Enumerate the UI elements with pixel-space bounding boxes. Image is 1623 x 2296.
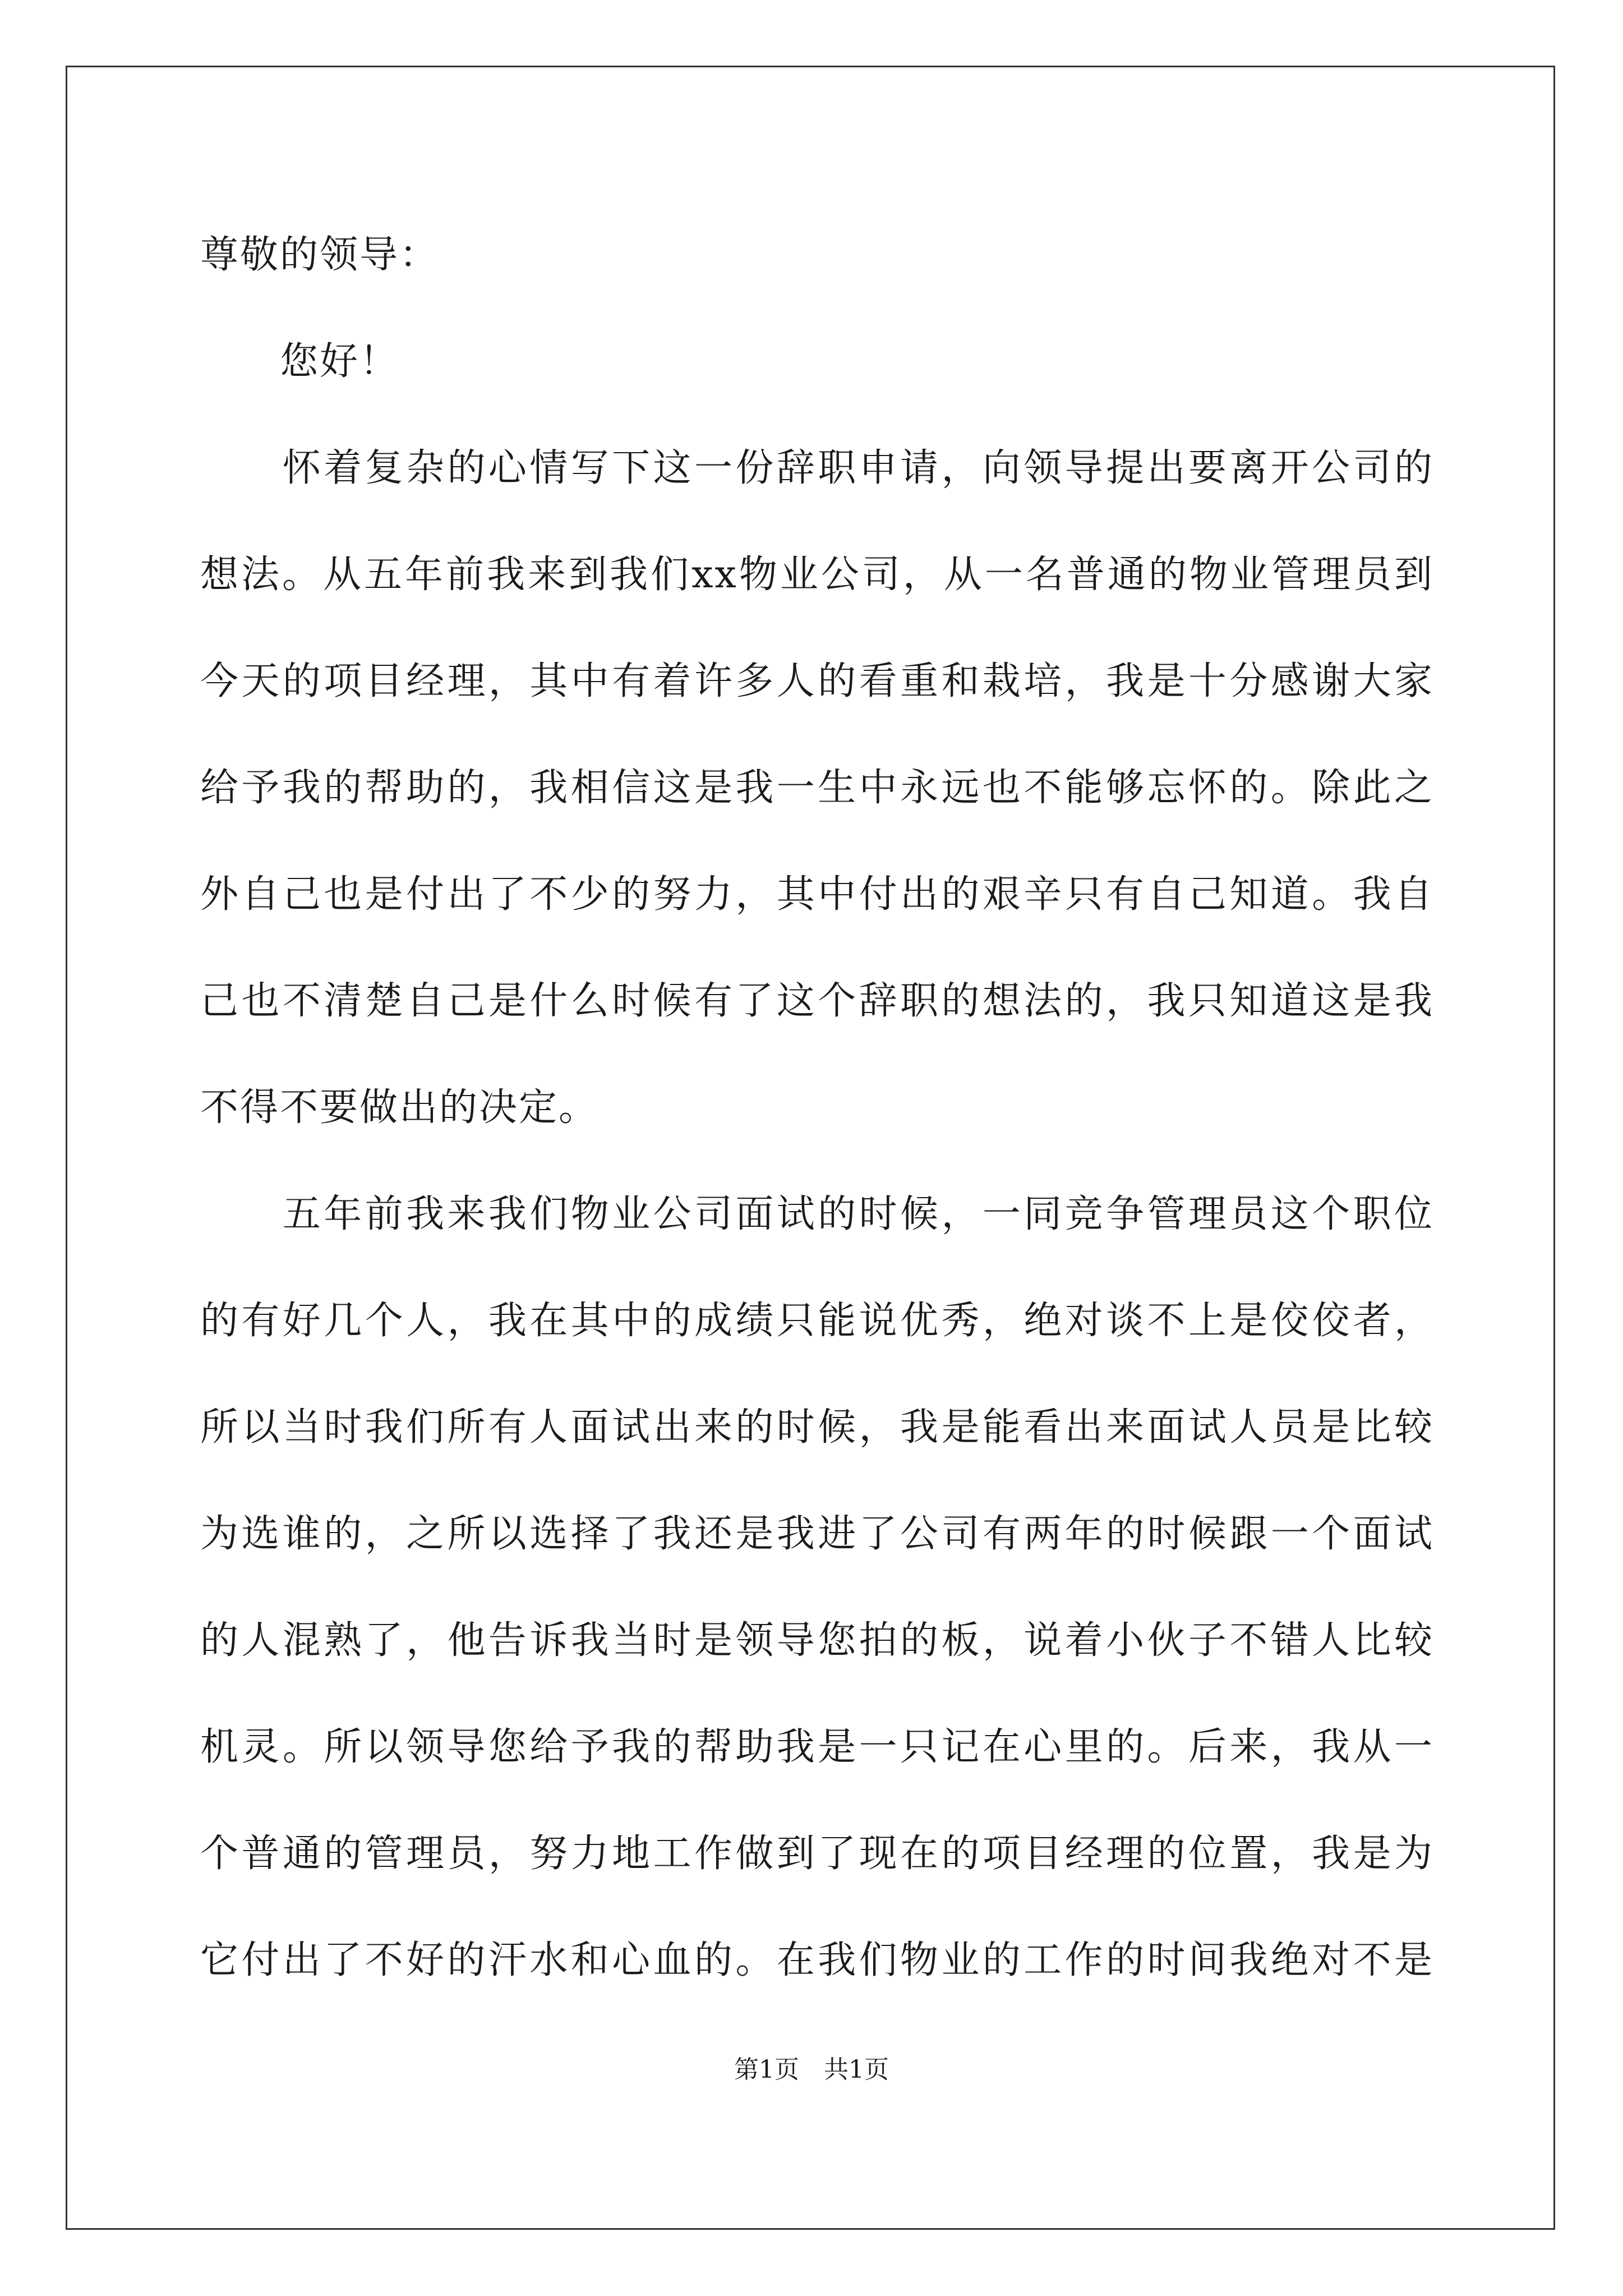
- body-line: 外自己也是付出了不少的努力，其中付出的艰辛只有自己知道。我自: [200, 872, 1434, 917]
- salutation-line: 尊敬的领导：: [200, 233, 440, 277]
- body-line: 的有好几个人，我在其中的成绩只能说优秀，绝对谈不上是佼佼者，: [200, 1299, 1434, 1343]
- body-line: 为选谁的，之所以选择了我还是我进了公司有两年的时候跟一个面试: [200, 1512, 1434, 1556]
- body-line: 今天的项目经理，其中有着许多人的看重和栽培，我是十分感谢大家: [200, 659, 1434, 703]
- body-line: 怀着复杂的心情写下这一份辞职申请，向领导提出要离开公司的: [200, 446, 1434, 490]
- body-line: 给予我的帮助的，我相信这是我一生中永远也不能够忘怀的。除此之: [200, 766, 1434, 810]
- body-line: 不得不要做出的决定。: [200, 1085, 599, 1130]
- page-number-footer: 第1页 共1页: [734, 2055, 889, 2084]
- body-line: 想法。从五年前我来到我们xx物业公司，从一名普通的物业管理员到: [200, 553, 1434, 597]
- body-line: 的人混熟了，他告诉我当时是领导您拍的板，说着小伙子不错人比较: [200, 1618, 1434, 1663]
- body-line: 机灵。所以领导您给予我的帮助我是一只记在心里的。后来，我从一: [200, 1725, 1434, 1769]
- body-line: 它付出了不好的汗水和心血的。在我们物业的工作的时间我绝对不是: [200, 1938, 1434, 1982]
- page-frame: [66, 66, 1555, 2230]
- greeting-line: 您好！: [200, 339, 400, 384]
- body-line: 己也不清楚自己是什么时候有了这个辞职的想法的，我只知道这是我: [200, 979, 1434, 1023]
- body-line: 五年前我来我们物业公司面试的时候，一同竞争管理员这个职位: [200, 1192, 1434, 1236]
- body-line: 个普通的管理员，努力地工作做到了现在的项目经理的位置，我是为: [200, 1832, 1434, 1876]
- body-line: 所以当时我们所有人面试出来的时候，我是能看出来面试人员是比较: [200, 1405, 1434, 1450]
